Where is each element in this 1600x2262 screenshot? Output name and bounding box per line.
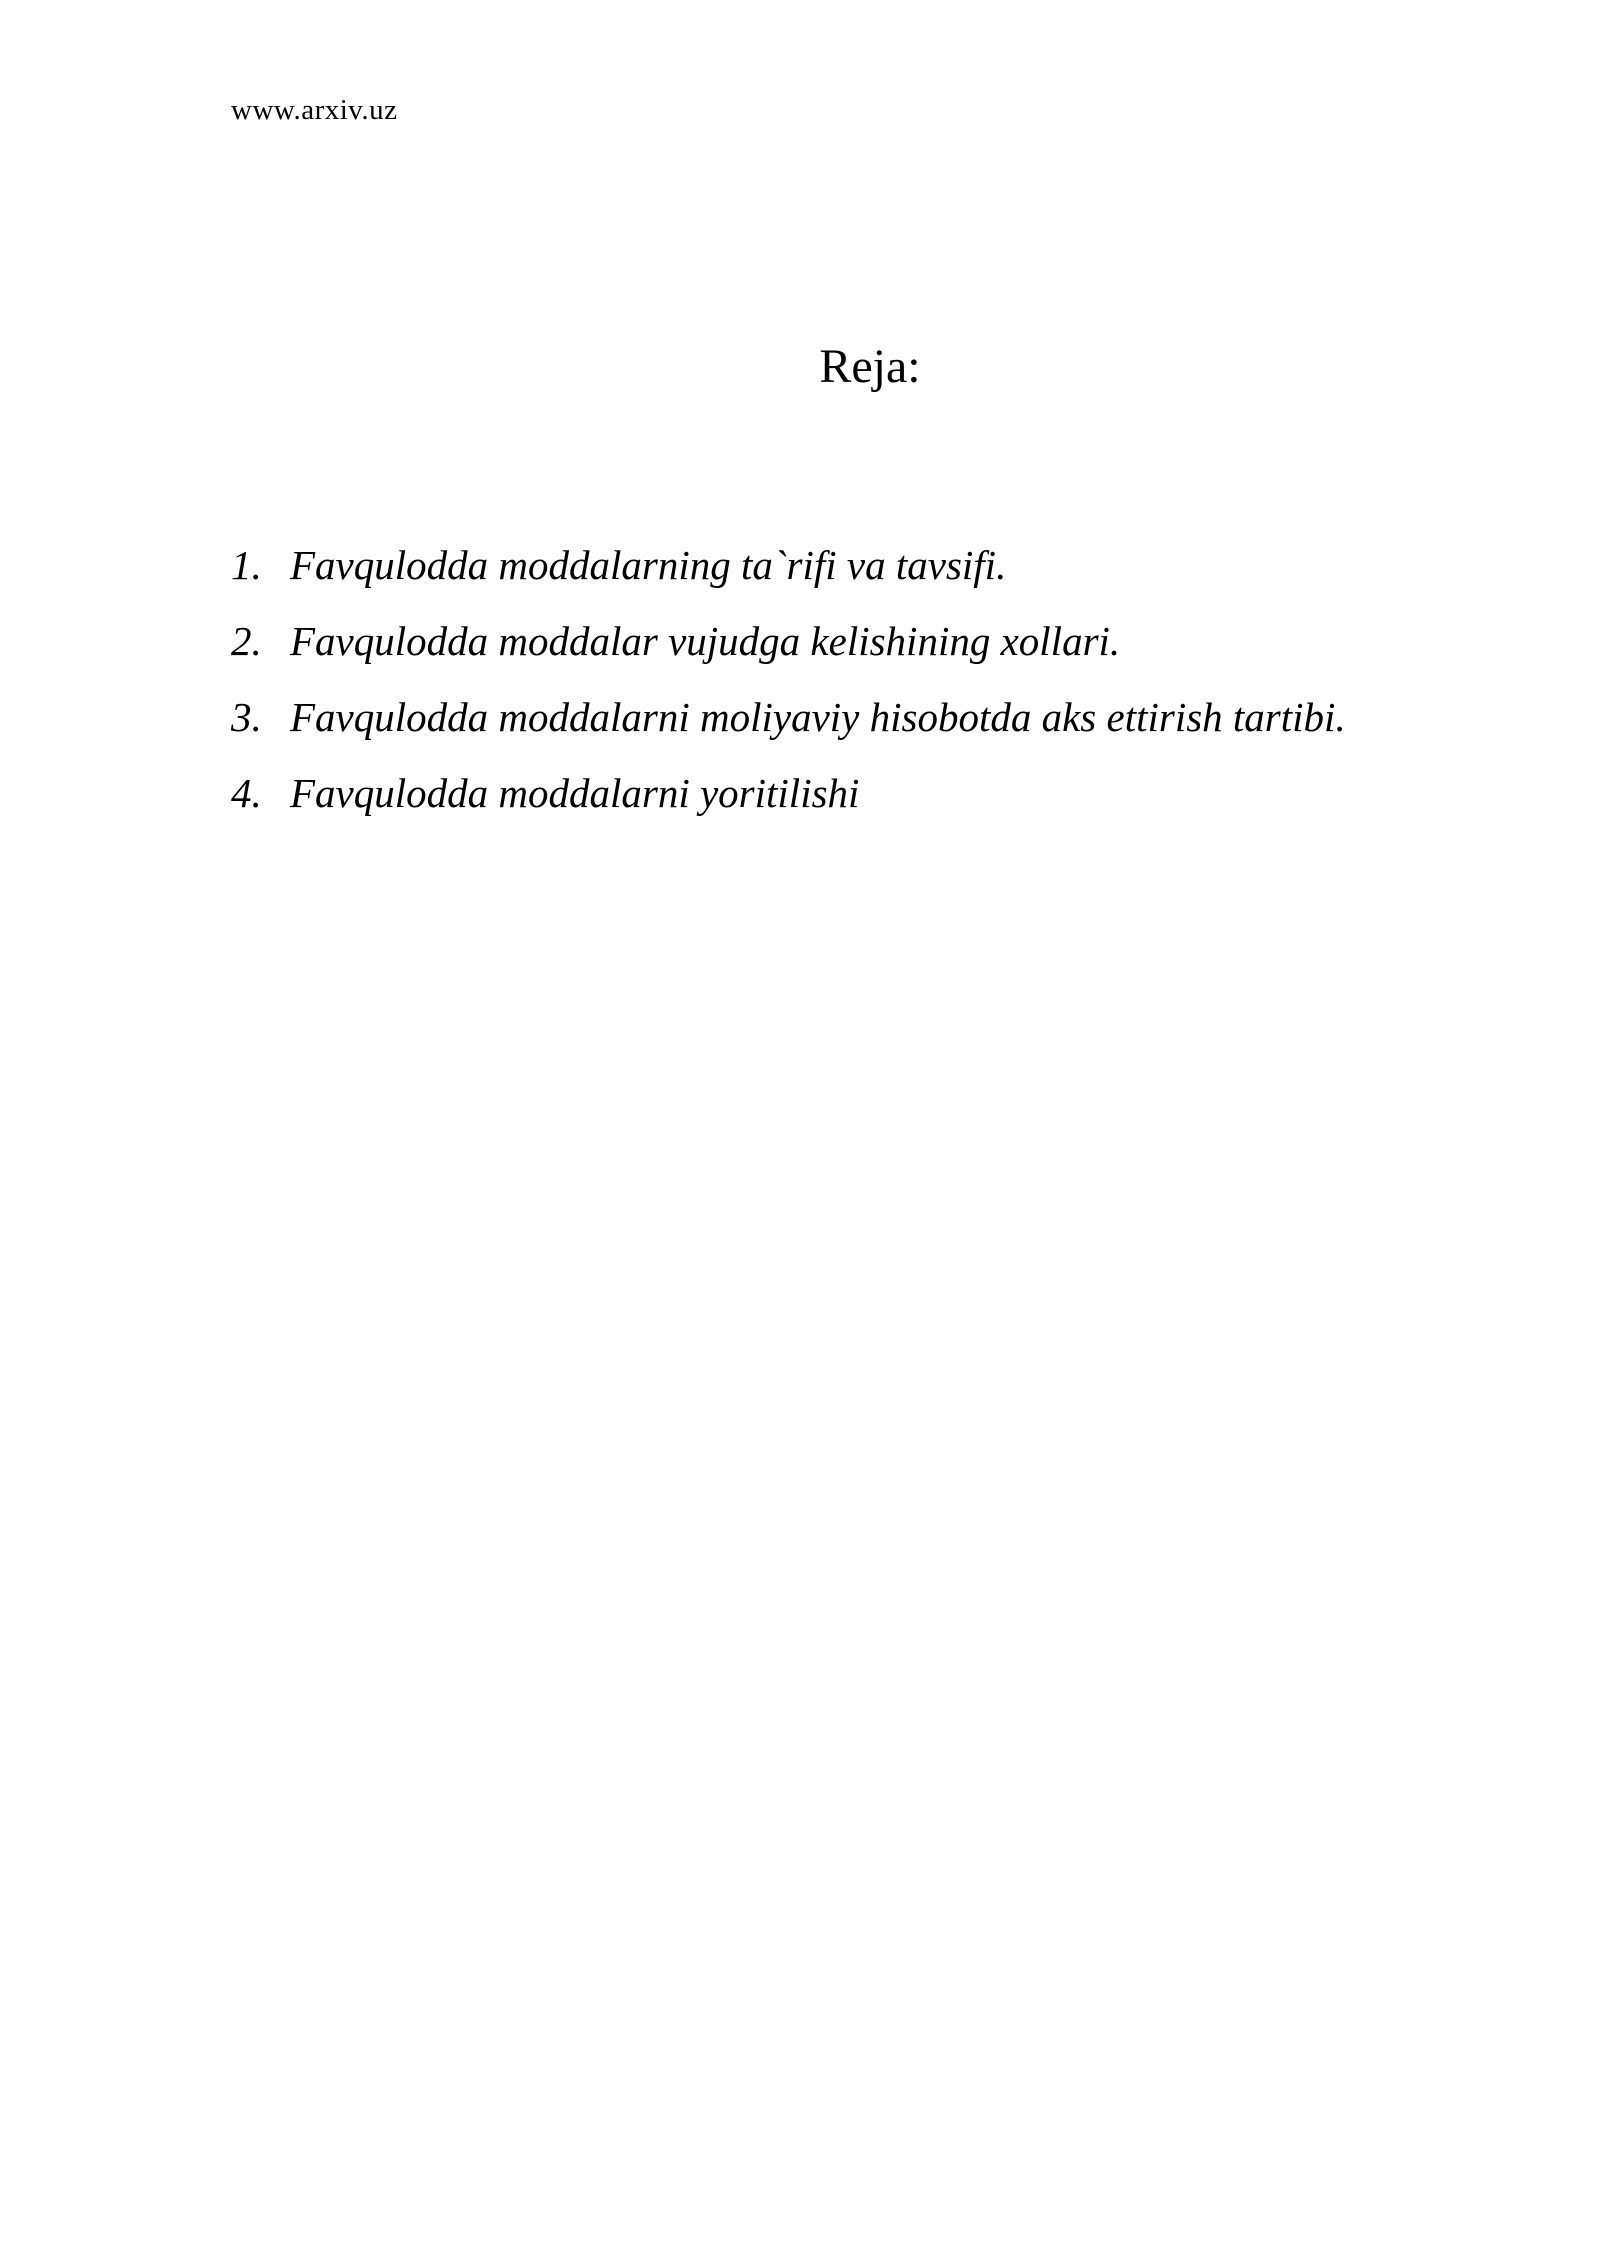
plan-item — [231, 542, 1346, 621]
page-title: Reja: — [819, 340, 921, 393]
plan-item — [231, 770, 1346, 849]
plan-item-number: 4. — [231, 770, 262, 816]
plan-item-text: Favqulodda moddalarni moliyaviy hisobotda aks ettirish tartibi. — [290, 694, 1346, 740]
plan-item — [231, 694, 1346, 773]
plan-item-text: Favqulodda moddalarning ta`rifi va tavsifi. — [290, 542, 1007, 588]
plan-item-text: Favqulodda moddalar vujudga kelishining xollari. — [290, 618, 1121, 664]
plan-item-number: 3. — [231, 694, 262, 740]
plan-item — [231, 618, 1346, 697]
plan-item-number: 2. — [231, 618, 262, 664]
plan-item-text: Favqulodda moddalarni yoritilishi — [290, 770, 860, 816]
header-site-url: www.arxiv.uz — [231, 94, 398, 126]
plan-list — [231, 542, 1346, 849]
plan-item-number: 1. — [231, 542, 262, 588]
